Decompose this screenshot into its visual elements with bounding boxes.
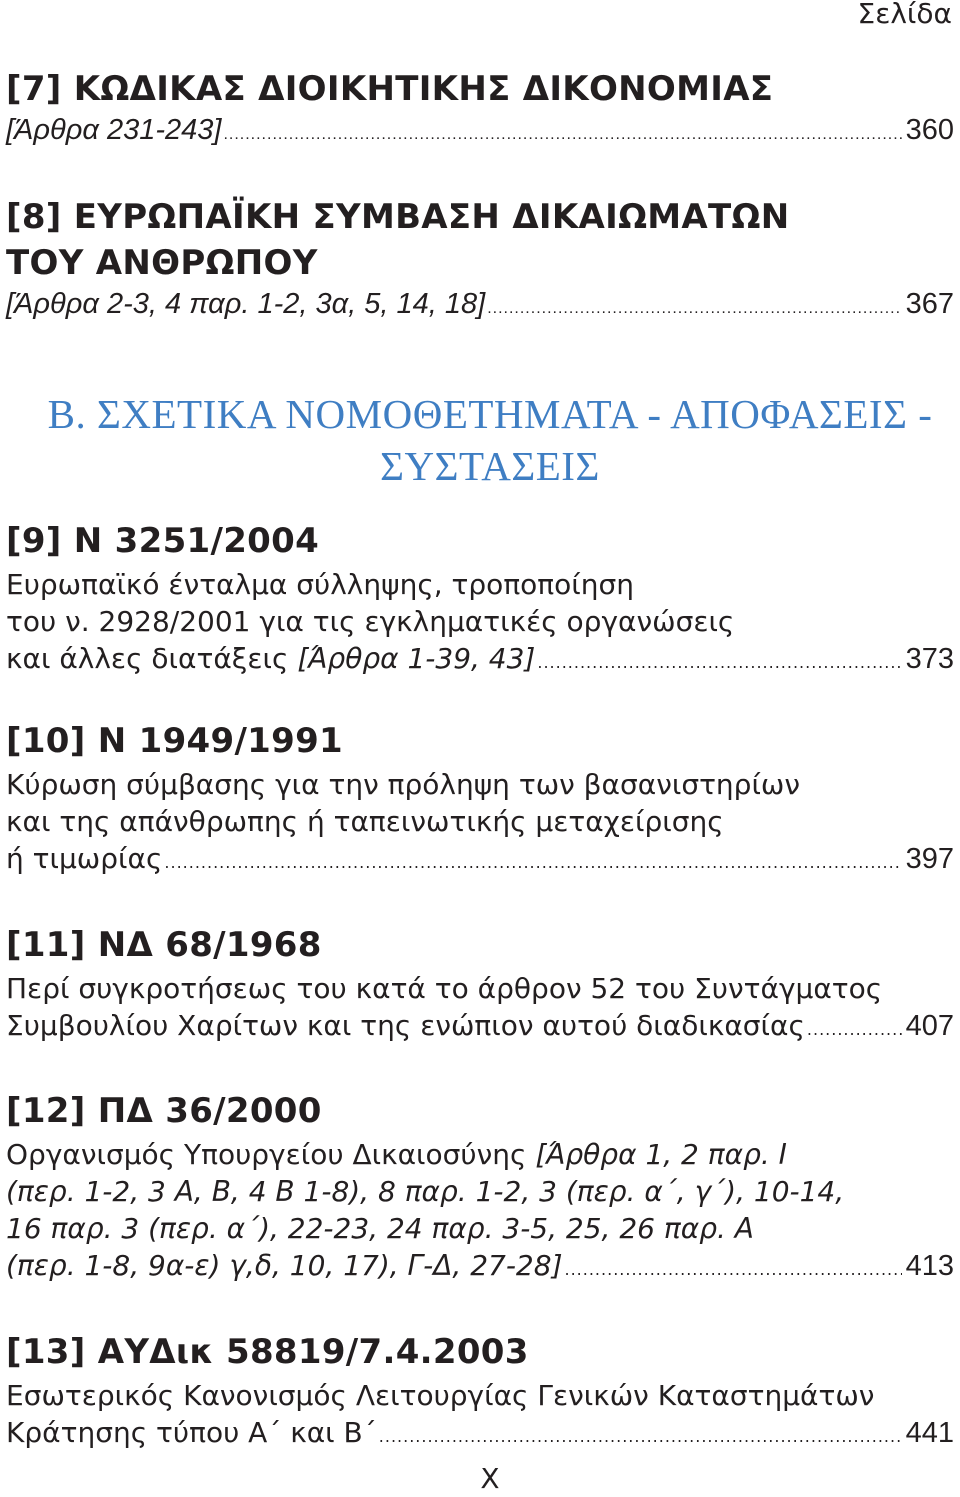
page-number: 413 — [905, 1250, 954, 1282]
entry-description: Οργανισμός Υπουργείου Δικαιοσύνης — [6, 1138, 527, 1171]
toc-entry-11 — [6, 922, 954, 1048]
toc-line — [6, 112, 954, 153]
entry-title: [9] Ν 3251/2004 — [6, 521, 320, 561]
entry-articles: [Άρθρα 231-243] — [6, 114, 222, 146]
leader-dots — [565, 1251, 902, 1288]
toc-line — [6, 286, 954, 327]
leader-dots — [807, 1011, 902, 1048]
entry-articles: [Άρθρα 1, 2 παρ. Ι — [535, 1138, 787, 1171]
page-number: 407 — [905, 1010, 954, 1042]
page-number: 373 — [905, 643, 954, 675]
toc-line — [6, 1247, 954, 1288]
entry-description-line: του ν. 2928/2001 για τις εγκληματικές οργανώσεις — [6, 605, 735, 638]
entry-articles-line: 16 παρ. 3 (περ. α΄), 22-23, 24 παρ. 3-5, 25, 26 παρ. Α — [6, 1212, 754, 1245]
page-column-label: Σελίδα — [857, 0, 952, 30]
entry-description-line: ή τιμωρίας — [6, 842, 163, 875]
entry-description-line: Κράτησης τύπου Α΄ και Β΄ — [6, 1416, 377, 1449]
toc-entry-13 — [6, 1329, 954, 1455]
section-heading-line-2: ΣΥΣΤΑΣΕΙΣ — [380, 443, 600, 489]
section-heading-line-1: Β. ΣΧΕΤΙΚΑ ΝΟΜΟΘΕΤΗΜΑΤΑ - ΑΠΟΦΑΣΕΙΣ - — [47, 391, 933, 437]
entry-title: [7] ΚΩΔΙΚΑΣ ΔΙΟΙΚΗΤΙΚΗΣ ΔΙΚΟΝΟΜΙΑΣ — [6, 69, 774, 109]
entry-articles-line: (περ. 1-2, 3 Α, Β, 4 Β 1-8), 8 παρ. 1-2, 3 (περ. α΄, γ΄), 10-14, — [6, 1175, 845, 1208]
entry-articles: [Άρθρα 2-3, 4 παρ. 1-2, 3α, 5, 14, 18] — [6, 288, 486, 320]
entry-description-line: Εσωτερικός Κανονισμός Λειτουργίας Γενικών Καταστημάτων — [6, 1379, 875, 1412]
toc-entry-9 — [6, 518, 954, 681]
toc-entry-12 — [6, 1088, 954, 1288]
toc-line — [6, 1414, 954, 1455]
page-number: 397 — [905, 843, 954, 875]
toc-entry-8 — [6, 194, 954, 327]
entry-articles-line: (περ. 1-8, 9α-ε) γ,δ, 10, 17), Γ-Δ, 27-28] — [6, 1249, 563, 1282]
entry-title: [13] ΑΥΔικ 58819/7.4.2003 — [6, 1332, 529, 1372]
leader-dots — [164, 844, 901, 881]
entry-description-line: Ευρωπαϊκό ένταλμα σύλληψης, τροποποίηση — [6, 568, 635, 601]
leader-dots — [223, 116, 901, 153]
entry-articles: [Άρθρα 1-39, 43] — [297, 642, 536, 675]
toc-entry-7 — [6, 66, 954, 153]
entry-title: [11] ΝΔ 68/1968 — [6, 925, 322, 965]
entry-description-line: και της απάνθρωπης ή ταπεινωτικής μεταχείρισης — [6, 805, 724, 838]
page-number: 360 — [905, 114, 954, 146]
entry-title: [10] Ν 1949/1991 — [6, 721, 343, 761]
entry-description-line — [6, 1136, 954, 1173]
leader-dots — [379, 1418, 902, 1455]
page-number: 441 — [905, 1417, 954, 1449]
entry-title-line-2: ΤΟΥ ΑΝΘΡΩΠΟΥ — [6, 243, 318, 283]
section-heading — [0, 388, 960, 492]
leader-dots — [537, 644, 901, 681]
entry-description-line: και άλλες διατάξεις — [6, 642, 289, 675]
page-footer-number: X — [480, 1462, 500, 1495]
toc-entry-10 — [6, 718, 954, 881]
page-number: 367 — [905, 288, 954, 320]
entry-description-line: Συμβουλίου Χαρίτων και της ενώπιον αυτού διαδικασίας — [6, 1009, 805, 1042]
entry-description-line: Περί συγκροτήσεως του κατά το άρθρον 52 του Συντάγματος — [6, 972, 883, 1005]
toc-line — [6, 640, 954, 681]
leader-dots — [487, 290, 901, 327]
entry-title-line-1: [8] ΕΥΡΩΠΑΪΚΗ ΣΥΜΒΑΣΗ ΔΙΚΑΙΩΜΑΤΩΝ — [6, 197, 790, 237]
toc-line — [6, 840, 954, 881]
entry-title: [12] ΠΔ 36/2000 — [6, 1091, 322, 1131]
entry-description-line: Κύρωση σύμβασης για την πρόληψη των βασανιστηρίων — [6, 768, 801, 801]
toc-line — [6, 1007, 954, 1048]
